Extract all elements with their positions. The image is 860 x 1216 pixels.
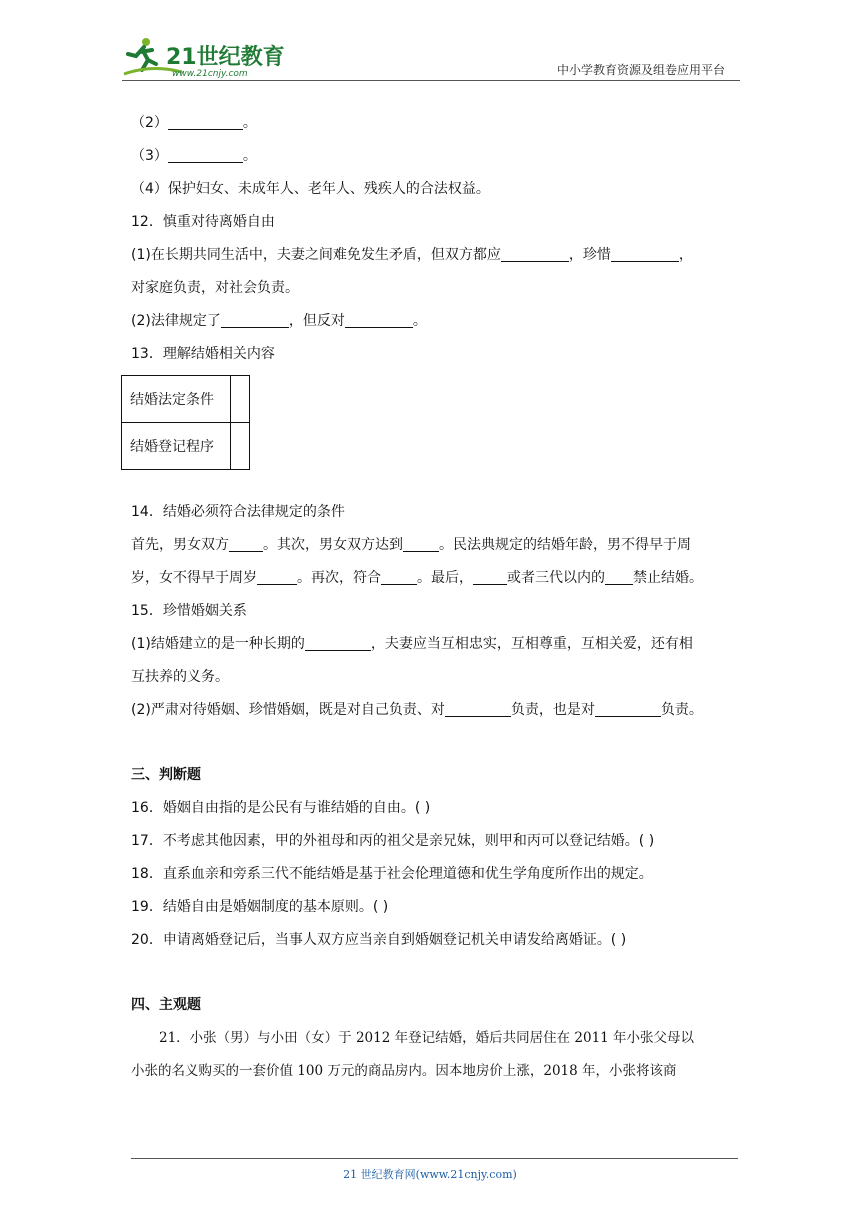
- q15-line-2: 互扶养的义务。: [131, 669, 229, 685]
- q13-table: [121, 375, 250, 470]
- q19: 19．结婚自由是婚姻制度的基本原则。( ): [131, 899, 389, 915]
- document-body: [131, 107, 741, 1088]
- text: 。最后，: [417, 570, 473, 586]
- q17: 17．不考虑其他因素，甲的外祖母和丙的祖父是亲兄妹，则甲和丙可以登记结婚。( ): [131, 833, 655, 849]
- answer-blank[interactable]: [445, 700, 511, 717]
- answer-blank[interactable]: [611, 245, 679, 262]
- q15-title: 15．珍惜婚姻关系: [131, 603, 247, 619]
- q12-line-2: 对家庭负责，对社会负责。: [131, 280, 299, 296]
- q12-title: 12．慎重对待离婚自由: [131, 214, 275, 230]
- answer-blank[interactable]: [168, 113, 243, 130]
- text: ，: [678, 247, 693, 263]
- text: 岁，女不得早于周岁: [131, 570, 257, 586]
- q15-line-1: [131, 628, 741, 661]
- answer-blank[interactable]: [605, 568, 633, 585]
- answer-blank[interactable]: [403, 535, 439, 552]
- q14-line-1: [131, 529, 741, 562]
- footer-link[interactable]: 21 世纪教育网(www.21cnjy.com): [343, 1168, 517, 1181]
- item-2: [131, 107, 741, 140]
- answer-blank[interactable]: [345, 311, 413, 328]
- q18: 18．直系血亲和旁系三代不能结婚是基于社会伦理道德和优生学角度所作出的规定。: [131, 866, 653, 882]
- answer-blank[interactable]: [381, 568, 417, 585]
- answer-blank[interactable]: [257, 568, 297, 585]
- table-cell-label: 结婚登记程序: [122, 423, 231, 470]
- text: 。: [412, 313, 427, 329]
- text: ，但反对: [288, 313, 345, 329]
- period: 。: [242, 115, 257, 131]
- text: (2)严肃对待婚姻、珍惜婚姻，既是对自己负责、对: [131, 702, 445, 718]
- q12-line-3: [131, 305, 741, 338]
- answer-blank[interactable]: [229, 535, 263, 552]
- q14-line-2: [131, 562, 741, 595]
- q15-line-3: [131, 694, 741, 727]
- text: 。再次，符合: [297, 570, 381, 586]
- text: 。其次，男女双方达到: [263, 537, 403, 553]
- answer-blank[interactable]: [501, 245, 569, 262]
- item-3: [131, 140, 741, 173]
- table-cell-answer[interactable]: [231, 423, 250, 470]
- platform-title: 中小学教育资源及组卷应用平台: [556, 63, 725, 77]
- site-logo: [122, 34, 292, 80]
- q13-title: 13．理解结婚相关内容: [131, 346, 275, 362]
- q20: 20．申请离婚登记后，当事人双方应当亲自到婚姻登记机关申请发给离婚证。( ): [131, 932, 627, 948]
- item-4: （4）保护妇女、未成年人、老年人、残疾人的合法权益。: [131, 181, 490, 197]
- text: 负责，也是对: [510, 702, 595, 718]
- table-cell-label: 结婚法定条件: [122, 376, 231, 423]
- text: ，夫妻应当互相忠实，互相尊重，互相关爱，还有相: [370, 636, 693, 652]
- answer-blank[interactable]: [221, 311, 289, 328]
- q21-line-2: 小张的名义购买的一套价值 100 万元的商品房内。因本地房价上涨，2018 年，小张将该商: [131, 1063, 677, 1079]
- item-3-prefix: （3）: [131, 148, 168, 164]
- period: 。: [242, 148, 257, 164]
- item-2-prefix: （2）: [131, 115, 168, 131]
- text: (2)法律规定了: [131, 313, 221, 329]
- q21-line-1: 21．小张（男）与小田（女）于 2012 年登记结婚，婚后共同居住在 2011 年小张父母以: [159, 1030, 695, 1046]
- text: ，珍惜: [568, 247, 611, 263]
- q16: 16．婚姻自由指的是公民有与谁结婚的自由。( ): [131, 800, 431, 816]
- text: 禁止结婚。: [633, 570, 703, 586]
- answer-blank[interactable]: [305, 634, 371, 651]
- answer-blank[interactable]: [168, 146, 243, 163]
- answer-blank[interactable]: [473, 568, 507, 585]
- section-3-title: 三、判断题: [131, 767, 201, 783]
- q12-line-1: [131, 239, 741, 272]
- q14-title: 14．结婚必须符合法律规定的条件: [131, 504, 345, 520]
- footer-divider: [131, 1158, 738, 1159]
- section-4-title: 四、主观题: [131, 997, 201, 1013]
- table-cell-answer[interactable]: [231, 376, 250, 423]
- answer-blank[interactable]: [595, 700, 661, 717]
- text: 。民法典规定的结婚年龄，男不得早于周: [439, 537, 691, 553]
- header-divider: [122, 80, 740, 81]
- logo-text: 21世纪教育: [166, 45, 285, 70]
- logo-url: www.21cnjy.com: [172, 69, 248, 79]
- text: (1)在长期共同生活中，夫妻之间难免发生矛盾，但双方都应: [131, 247, 501, 263]
- table-row: [122, 376, 250, 423]
- text: 或者三代以内的: [507, 570, 605, 586]
- text: 首先，男女双方: [131, 537, 229, 553]
- text: (1)结婚建立的是一种长期的: [131, 636, 305, 652]
- table-row: [122, 423, 250, 470]
- text: 负责。: [660, 702, 703, 718]
